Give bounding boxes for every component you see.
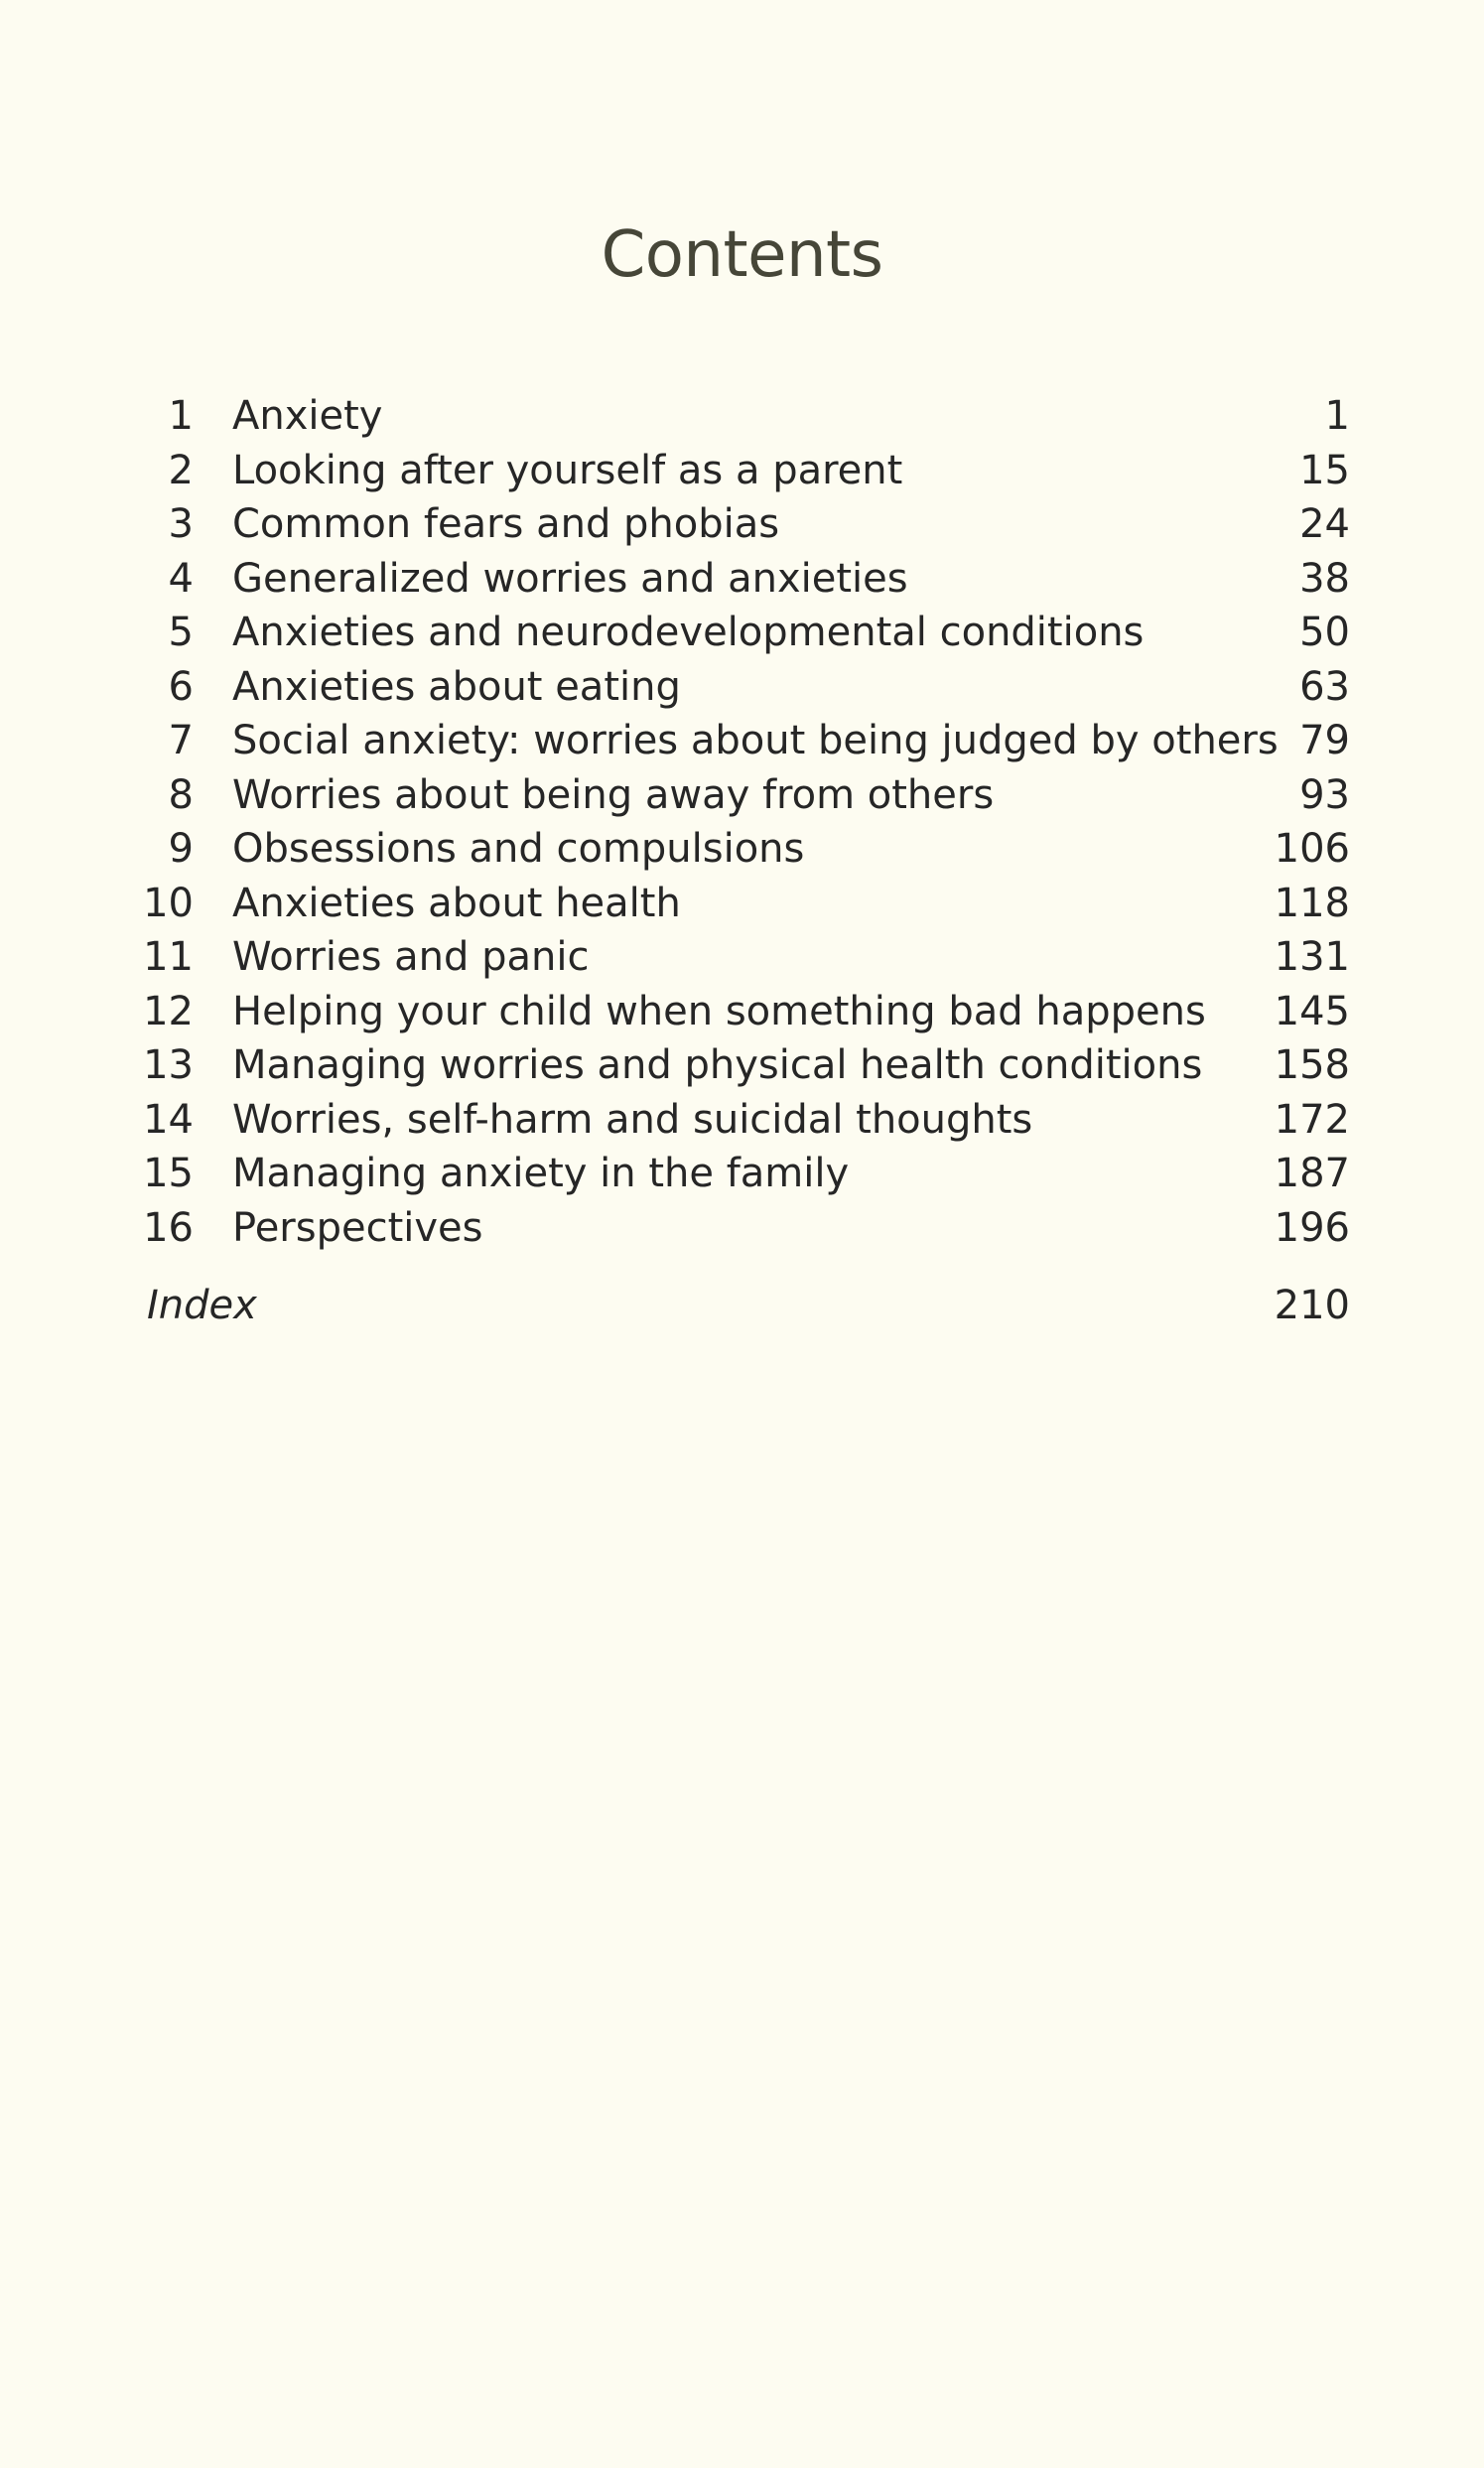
chapter-number: 9 xyxy=(168,826,194,872)
chapter-title: Helping your child when something bad happens xyxy=(232,988,1206,1034)
toc-row xyxy=(139,877,1350,931)
chapter-number: 5 xyxy=(168,610,194,655)
toc-row xyxy=(139,930,1350,985)
chapter-page: 1 xyxy=(1324,393,1350,439)
chapter-title: Looking after yourself as a parent xyxy=(232,447,903,493)
chapter-title: Common fears and phobias xyxy=(232,501,780,547)
chapter-title: Anxieties about health xyxy=(232,880,681,926)
chapter-title: Perspectives xyxy=(232,1204,483,1251)
chapter-title: Managing worries and physical health conditions xyxy=(232,1042,1203,1088)
chapter-title: Anxiety xyxy=(232,393,383,439)
page-title: Contents xyxy=(601,218,883,292)
chapter-number: 6 xyxy=(168,663,194,710)
chapter-page: 79 xyxy=(1299,718,1350,763)
toc-row xyxy=(139,1093,1350,1148)
table-of-contents xyxy=(139,389,1350,1255)
chapter-page: 93 xyxy=(1299,771,1350,818)
chapter-page: 63 xyxy=(1299,663,1350,710)
toc-row xyxy=(139,1201,1350,1256)
chapter-title: Worries and panic xyxy=(232,934,590,980)
chapter-page: 38 xyxy=(1299,555,1350,602)
chapter-title: Anxieties and neurodevelopmental conditions xyxy=(232,610,1145,655)
chapter-number: 12 xyxy=(143,988,194,1034)
toc-row xyxy=(139,985,1350,1039)
chapter-number: 10 xyxy=(143,880,194,926)
toc-row xyxy=(139,389,1350,444)
toc-row xyxy=(139,1038,1350,1093)
chapter-number: 4 xyxy=(168,555,194,602)
toc-row xyxy=(139,768,1350,823)
chapter-number: 7 xyxy=(168,718,194,763)
chapter-number: 14 xyxy=(143,1096,194,1143)
chapter-number: 13 xyxy=(143,1042,194,1088)
index-label: Index xyxy=(147,1283,257,1328)
chapter-page: 172 xyxy=(1274,1096,1350,1143)
chapter-page: 106 xyxy=(1274,826,1350,872)
chapter-page: 158 xyxy=(1274,1042,1350,1088)
chapter-title: Obsessions and compulsions xyxy=(232,826,805,872)
toc-row xyxy=(139,444,1350,498)
chapter-number: 11 xyxy=(143,934,194,980)
index-page: 210 xyxy=(1274,1283,1350,1328)
chapter-title: Generalized worries and anxieties xyxy=(232,555,908,602)
chapter-page: 118 xyxy=(1274,880,1350,926)
chapter-number: 3 xyxy=(168,501,194,547)
chapter-page: 50 xyxy=(1299,610,1350,655)
chapter-page: 131 xyxy=(1274,934,1350,980)
chapter-title: Worries about being away from others xyxy=(232,771,995,818)
toc-row xyxy=(139,660,1350,715)
chapter-title: Social anxiety: worries about being judged by others xyxy=(232,718,1279,763)
chapter-page: 187 xyxy=(1274,1151,1350,1196)
chapter-number: 1 xyxy=(168,393,194,439)
chapter-title: Worries, self-harm and suicidal thoughts xyxy=(232,1096,1033,1143)
chapter-title: Managing anxiety in the family xyxy=(232,1151,850,1196)
chapter-number: 16 xyxy=(143,1204,194,1251)
chapter-page: 15 xyxy=(1299,447,1350,493)
chapter-page: 196 xyxy=(1274,1204,1350,1251)
toc-row xyxy=(139,1147,1350,1201)
toc-row xyxy=(139,822,1350,877)
toc-row xyxy=(139,714,1350,768)
chapter-page: 24 xyxy=(1299,501,1350,547)
chapter-number: 15 xyxy=(143,1151,194,1196)
chapter-page: 145 xyxy=(1274,988,1350,1034)
toc-row xyxy=(139,497,1350,552)
toc-row xyxy=(139,606,1350,660)
index-row xyxy=(147,1279,1350,1332)
toc-row xyxy=(139,552,1350,607)
chapter-number: 2 xyxy=(168,447,194,493)
chapter-title: Anxieties about eating xyxy=(232,663,681,710)
chapter-number: 8 xyxy=(168,771,194,818)
